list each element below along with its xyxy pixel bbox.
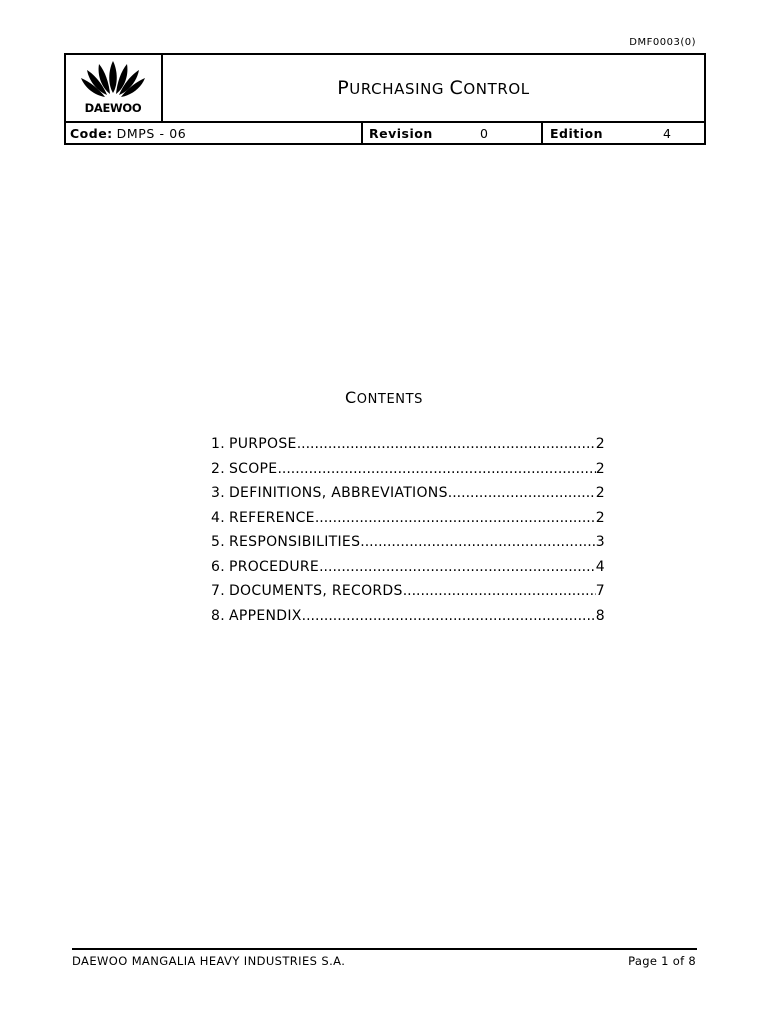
- code-label: Code:: [70, 126, 113, 141]
- footer-page-number: Page 1 of 8: [628, 954, 696, 968]
- footer-company: DAEWOO MANGALIA HEAVY INDUSTRIES S.A.: [72, 954, 346, 968]
- logo-cell: [66, 55, 163, 121]
- logo-text: DAEWOO: [84, 101, 142, 115]
- revision-label: Revision: [369, 126, 433, 141]
- toc-item[interactable]: 4. REFERENCE ..... 2: [211, 510, 605, 535]
- edition-cell: [543, 123, 704, 143]
- toc-item[interactable]: 7. DOCUMENTS, RECORDS ..... 7: [211, 583, 605, 608]
- form-code: DMF0003(0): [629, 37, 696, 48]
- table-of-contents: [211, 436, 605, 632]
- toc-item[interactable]: 5. RESPONSIBILITIES ..... 3: [211, 534, 605, 559]
- code-cell: [66, 123, 363, 143]
- toc-item[interactable]: 6. PROCEDURE ..... 4: [211, 559, 605, 584]
- edition-label: Edition: [550, 126, 604, 141]
- revision-value: 0: [480, 126, 488, 141]
- revision-cell: [363, 123, 543, 143]
- contents-heading: CONTENTS: [344, 388, 423, 407]
- toc-item[interactable]: 1. PURPOSE ..... 2: [211, 436, 605, 461]
- header-info-row: [66, 121, 704, 143]
- code-value: DMPS - 06: [116, 126, 187, 141]
- document-header: [64, 53, 706, 145]
- toc-item[interactable]: 2. SCOPE ..... 2: [211, 461, 605, 486]
- daewoo-logo: [78, 59, 148, 117]
- toc-item[interactable]: 8. APPENDIX ..... 8: [211, 608, 605, 633]
- toc-item[interactable]: 3. DEFINITIONS, ABBREVIATIONS ..... 2: [211, 485, 605, 510]
- edition-value: 4: [663, 126, 671, 141]
- title-cell: [163, 55, 704, 121]
- footer-divider: [72, 948, 697, 950]
- document-title: PURCHASING CONTROL: [337, 77, 530, 99]
